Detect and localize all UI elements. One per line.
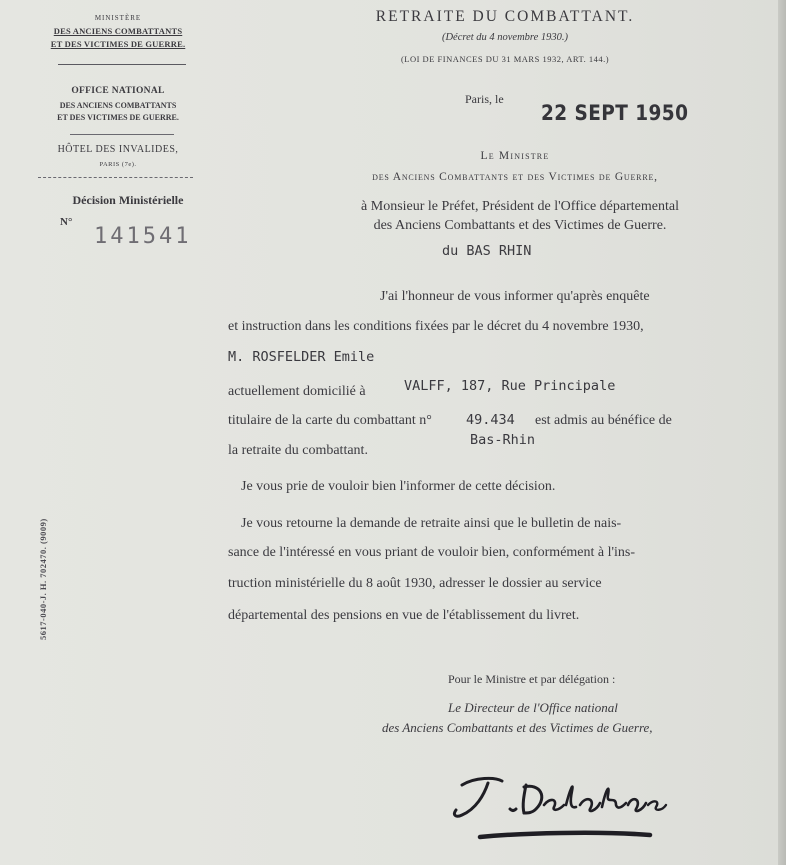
beneficiary-address: VALFF, 187, Rue Principale bbox=[404, 378, 616, 394]
office-line-2: ET DES VICTIMES DE GUERRE. bbox=[57, 113, 179, 122]
body-line-11: départemental des pensions en vue de l'établissement du livret. bbox=[228, 608, 580, 623]
beneficiary-name: M. ROSFELDER Emile bbox=[228, 349, 375, 365]
recipient-line-2: des Anciens Combattants et des Victimes de Guerre. bbox=[373, 218, 667, 233]
document-title: RETRAITE DU COMBATTANT. bbox=[375, 8, 635, 25]
date-stamp: 22 SEPT 1950 bbox=[541, 101, 689, 125]
body-line-6: la retraite du combattant. bbox=[228, 443, 368, 458]
office-subtitle bbox=[38, 100, 198, 124]
address-divider bbox=[38, 177, 193, 178]
office-title: OFFICE NATIONAL bbox=[71, 86, 165, 96]
office-divider bbox=[70, 134, 174, 135]
body-line-8: Je vous retourne la demande de retraite ainsi que le bulletin de nais- bbox=[241, 516, 622, 531]
place-label: Paris, le bbox=[465, 92, 504, 106]
numero-label: N° bbox=[60, 216, 73, 228]
decision-label: Décision Ministérielle bbox=[72, 193, 184, 207]
sender-title: Le Ministre bbox=[480, 150, 550, 162]
decision-number: 141541 bbox=[94, 224, 192, 249]
body-line-1: J'ai l'honneur de vous informer qu'après enquête bbox=[380, 289, 650, 304]
body-line-9: sance de l'intéressé en vous priant de vouloir bien, conformément à l'ins- bbox=[228, 545, 636, 560]
sender-subtitle: des Anciens Combattants et des Victimes de Guerre, bbox=[372, 171, 658, 183]
ministere-title-line-2: ET DES VICTIMES DE GUERRE. bbox=[50, 39, 186, 49]
header-divider bbox=[58, 64, 186, 65]
print-code: 5617-040-J. H. 702470. (9009) bbox=[38, 518, 48, 640]
ministere-title-line-1: DES ANCIENS COMBATTANTS bbox=[53, 26, 183, 36]
page-edge bbox=[778, 0, 786, 865]
handwritten-signature bbox=[440, 765, 690, 855]
body-line-10: truction ministérielle du 8 août 1930, adresser le dossier au service bbox=[228, 576, 602, 591]
department-name: du BAS RHIN bbox=[442, 243, 532, 259]
hotel-city: PARIS (7e). bbox=[99, 161, 137, 168]
hotel-address: HÔTEL DES INVALIDES, bbox=[57, 144, 179, 155]
director-line-2: des Anciens Combattants et des Victimes de Guerre, bbox=[382, 720, 653, 735]
card-number: 49.434 bbox=[466, 412, 515, 428]
ministere-small-caption: MINISTÈRE bbox=[94, 14, 142, 22]
ministere-title bbox=[38, 25, 198, 51]
office-line-1: DES ANCIENS COMBATTANTS bbox=[59, 101, 177, 110]
recipient-line-1: à Monsieur le Préfet, Président de l'Office départemental bbox=[361, 199, 679, 214]
recipient-block bbox=[310, 197, 730, 235]
domicile-label: actuellement domicilié à bbox=[228, 384, 366, 399]
region-name: Bas-Rhin bbox=[470, 432, 536, 448]
body-line-2: et instruction dans les conditions fixées par le décret du 4 novembre 1930, bbox=[228, 319, 644, 334]
card-label: titulaire de la carte du combattant n° bbox=[228, 413, 432, 428]
decret-reference: (Décret du 4 novembre 1930.) bbox=[441, 32, 569, 43]
director-line-1: Le Directeur de l'Office national bbox=[448, 700, 618, 715]
delegation-line: Pour le Ministre et par délégation : bbox=[448, 672, 616, 686]
body-line-7: Je vous prie de vouloir bien l'informer de cette décision. bbox=[241, 479, 556, 494]
loi-reference: (LOI DE FINANCES DU 31 MARS 1932, ART. 144.) bbox=[400, 54, 610, 64]
card-suffix: est admis au bénéfice de bbox=[535, 413, 672, 428]
